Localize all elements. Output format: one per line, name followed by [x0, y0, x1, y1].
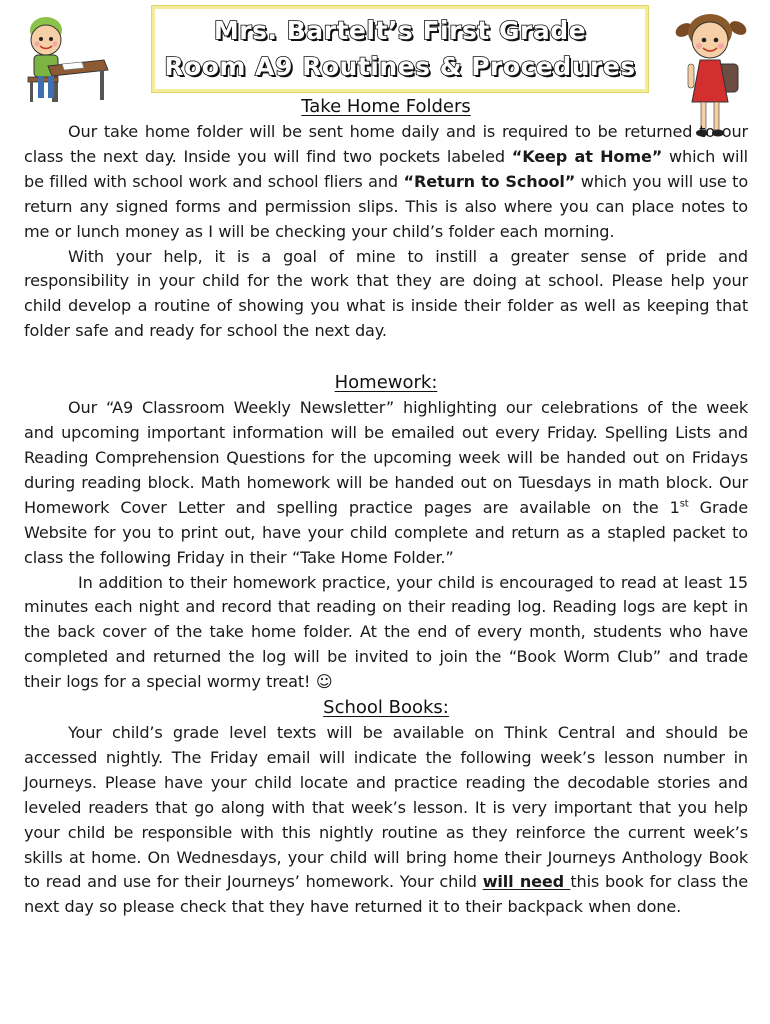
title-banner [152, 6, 648, 92]
books-p1-text-a: Your child’s grade level texts will be available on Think Central and should be accessed nightly. The Friday email will indicate the following week’s lesson number in Journeys. Please have your child locate and practice reading the decodable stories and leveled readers that go along with that week’s lesson. It is very important that you help your child be responsible with this nightly routine as they reinforce the current week’s skills at home. On Wednesdays, your child will bring home their Journeys Anthology Book to read and use for their Journeys’ homework. Your child [24, 723, 748, 892]
student-at-desk-icon [18, 14, 110, 106]
homework-p1-text-b: Grade Website for you to print out, have your child complete and return as a stapled packet to class the following Friday in their “Take Home Folder.” [24, 497, 748, 567]
banner-title-line-1: Mrs. Bartelt’s First Grade [213, 16, 587, 45]
folders-p1-text-a: Our take home folder will be sent home daily and is required to be returned to our class the next day. Inside you will find two pockets labeled [24, 122, 748, 166]
books-paragraph-1 [24, 721, 748, 920]
homework-paragraph-2: In addition to their homework practice, your child is encouraged to read at least 15 minutes each night and record that reading on their reading log. Reading logs are kept in the back cover of the take home folder. At the end of every month, students who have completed and returned the log will be invited to join the “Book Worm Club” and trade their logs for a special wormy treat! ☺ [24, 572, 748, 692]
homework-p1-superscript: st [679, 498, 689, 510]
section-heading-homework: Homework: [334, 372, 438, 394]
banner-title-line-2: Room A9 Routines & Procedures [164, 52, 636, 81]
folders-p1-text-c: which you will use to return any signed forms and permission slips. This is also where you can place notes to me or lunch money as I will be checking your child’s folder each morning. [24, 171, 749, 241]
folders-p1-text-b: which will be filled with school work and school fliers and [24, 146, 748, 191]
will-need-emphasis: will need [482, 872, 571, 892]
return-to-school-label: “Return to School” [403, 171, 576, 191]
keep-at-home-label: “Keep at Home” [511, 146, 663, 166]
books-p1-text-b: this book for class the next day so please check that they have returned it to their backpack when done. [24, 872, 748, 917]
homework-paragraph-1 [24, 396, 748, 570]
section-heading-school-books: School Books: [323, 697, 449, 719]
document-body [24, 94, 748, 920]
section-spacer [24, 344, 748, 370]
homework-p1-text-a: Our “A9 Classroom Weekly Newsletter” highlighting our celebrations of the week and upcoming important information will be emailed out every Friday. Spelling Lists and Reading Comprehension Questions for the upcoming week will be handed out on Fridays during reading block. Math homework will be handed out on Tuesdays in math block. Our Homework Cover Letter and spelling practice pages are available on the 1 [24, 398, 748, 517]
folders-paragraph-2: With your help, it is a goal of mine to instill a greater sense of pride and responsibility in your child for the work that they are doing at school. Please help your child develop a routine of showing you what is inside their folder as well as keeping that folder safe and ready for school the next day. [24, 246, 748, 341]
section-heading-take-home-folders: Take Home Folders [301, 96, 471, 117]
folders-paragraph-1 [24, 120, 748, 245]
